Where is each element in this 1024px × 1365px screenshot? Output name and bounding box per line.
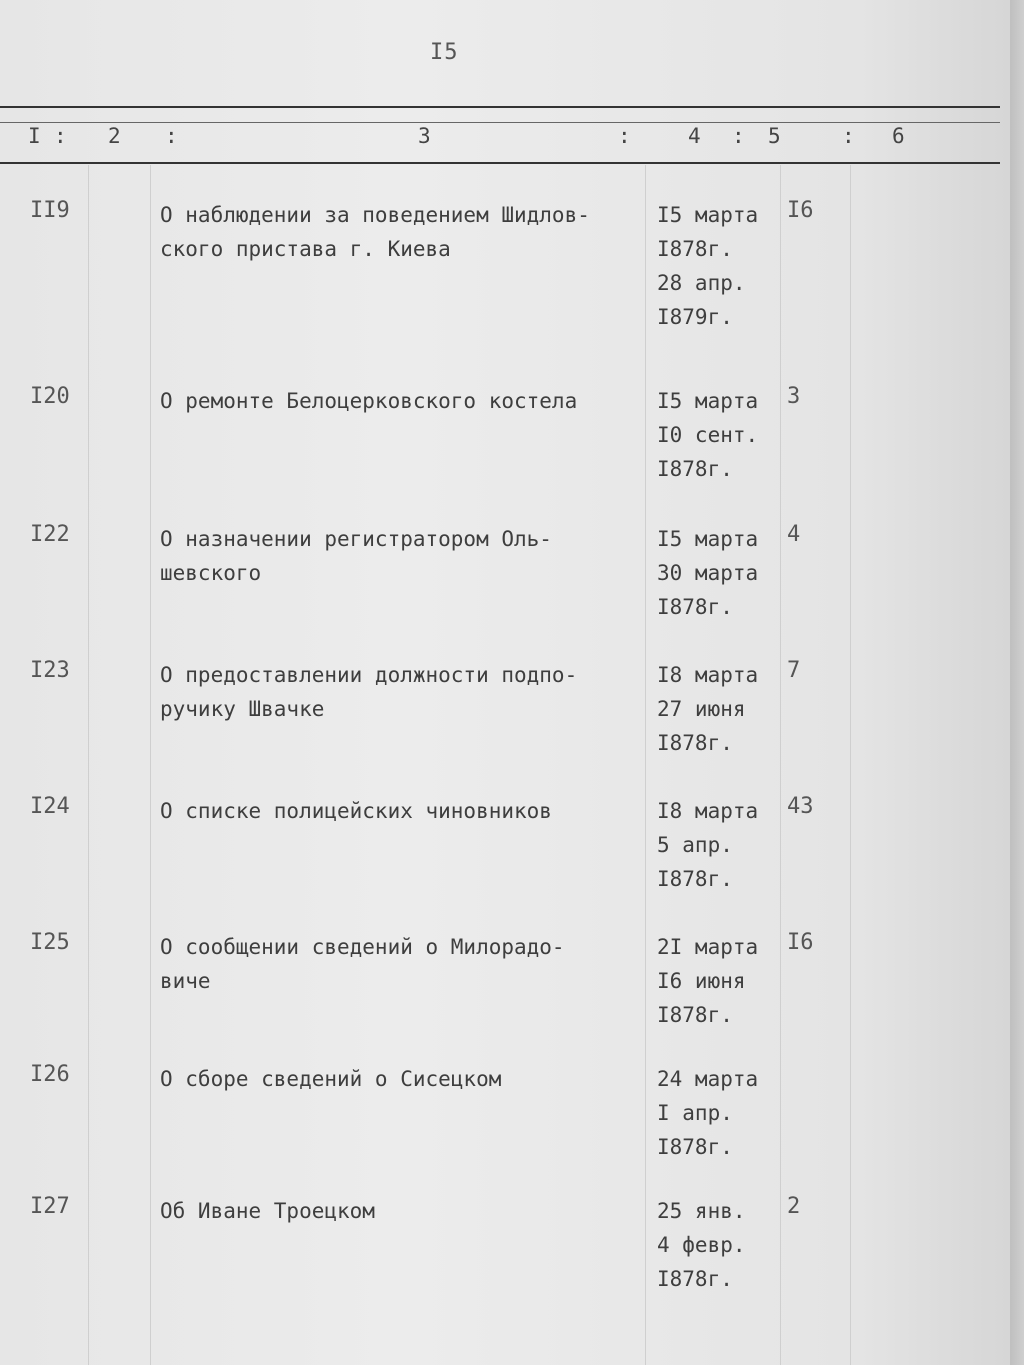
- case-title: О назначении регистратором Оль- шевского: [160, 527, 552, 585]
- page-edge: [1010, 0, 1024, 1365]
- column-header-5: 5: [768, 124, 781, 148]
- column-header-3: 3: [418, 124, 431, 148]
- column-separator-5: :: [842, 124, 855, 148]
- date-line: I0 сент.: [657, 423, 759, 447]
- column-divider: [645, 165, 646, 1365]
- date-line: I878г.: [657, 457, 733, 481]
- date-line: 30 марта: [657, 561, 759, 585]
- date-line: I8 марта: [657, 663, 759, 687]
- case-title: О сборе сведений о Сисецком: [160, 1067, 502, 1091]
- case-number: I25: [30, 930, 70, 955]
- date-line: I апр.: [657, 1101, 733, 1125]
- date-line: 2I марта: [657, 935, 759, 959]
- sheet-count: I6: [787, 930, 814, 955]
- date-line: I5 марта: [657, 389, 759, 413]
- sheet-count: 43: [787, 794, 814, 819]
- sheet-count: 3: [787, 384, 801, 409]
- case-number: I26: [30, 1062, 70, 1087]
- column-divider: [850, 165, 851, 1365]
- date-line: I878г.: [657, 1135, 733, 1159]
- column-separator-2: :: [165, 124, 178, 148]
- date-line: I878г.: [657, 595, 733, 619]
- date-line: I878г.: [657, 731, 733, 755]
- column-separator-1: :: [54, 124, 67, 148]
- case-title: О списке полицейских чиновников: [160, 799, 552, 823]
- column-header-2: 2: [108, 124, 121, 148]
- column-divider: [780, 165, 781, 1365]
- case-dates: [657, 1194, 787, 1296]
- column-separator-4: :: [732, 124, 745, 148]
- date-line: I878г.: [657, 1267, 733, 1291]
- case-title: О предоставлении должности подпо- ручику Швачке: [160, 663, 578, 721]
- case-dates: [657, 198, 787, 334]
- case-dates: [657, 384, 787, 486]
- case-dates: [657, 794, 787, 896]
- date-line: I878г.: [657, 1003, 733, 1027]
- sheet-count: 7: [787, 658, 801, 683]
- date-line: I6 июня: [657, 969, 746, 993]
- case-number: I20: [30, 384, 70, 409]
- case-dates: [657, 1062, 787, 1164]
- column-header-1: I: [28, 124, 41, 148]
- header-top-rule: [0, 106, 1000, 108]
- column-header-6: 6: [892, 124, 905, 148]
- date-line: I5 марта: [657, 527, 759, 551]
- date-line: 28 апр.: [657, 271, 746, 295]
- case-dates: [657, 522, 787, 624]
- date-line: I879г.: [657, 305, 733, 329]
- date-line: 5 апр.: [657, 833, 733, 857]
- column-divider: [150, 165, 151, 1365]
- case-title: Об Иване Троецком: [160, 1199, 375, 1223]
- case-title: О наблюдении за поведением Шидлов- ского пристава г. Киева: [160, 203, 590, 261]
- date-line: 4 февр.: [657, 1233, 746, 1257]
- sheet-count: 4: [787, 522, 801, 547]
- case-number: I22: [30, 522, 70, 547]
- date-line: I878г.: [657, 867, 733, 891]
- date-line: 24 марта: [657, 1067, 759, 1091]
- case-dates: [657, 658, 787, 760]
- case-number: I27: [30, 1194, 70, 1219]
- column-header-4: 4: [688, 124, 701, 148]
- header-inner-rule: [0, 122, 1000, 123]
- case-title: О ремонте Белоцерковского костела: [160, 389, 578, 413]
- header-bottom-rule: [0, 162, 1000, 164]
- case-dates: [657, 930, 787, 1032]
- date-line: 25 янв.: [657, 1199, 746, 1223]
- date-line: I5 марта: [657, 203, 759, 227]
- date-line: I878г.: [657, 237, 733, 261]
- case-number: I24: [30, 794, 70, 819]
- case-title: О сообщении сведений о Милорадо- виче: [160, 935, 565, 993]
- case-number: I23: [30, 658, 70, 683]
- sheet-count: 2: [787, 1194, 801, 1219]
- date-line: I8 марта: [657, 799, 759, 823]
- column-separator-3: :: [618, 124, 631, 148]
- date-line: 27 июня: [657, 697, 746, 721]
- sheet-count: I6: [787, 198, 814, 223]
- column-divider: [88, 165, 89, 1365]
- page-number: I5: [430, 40, 459, 65]
- case-number: II9: [30, 198, 70, 223]
